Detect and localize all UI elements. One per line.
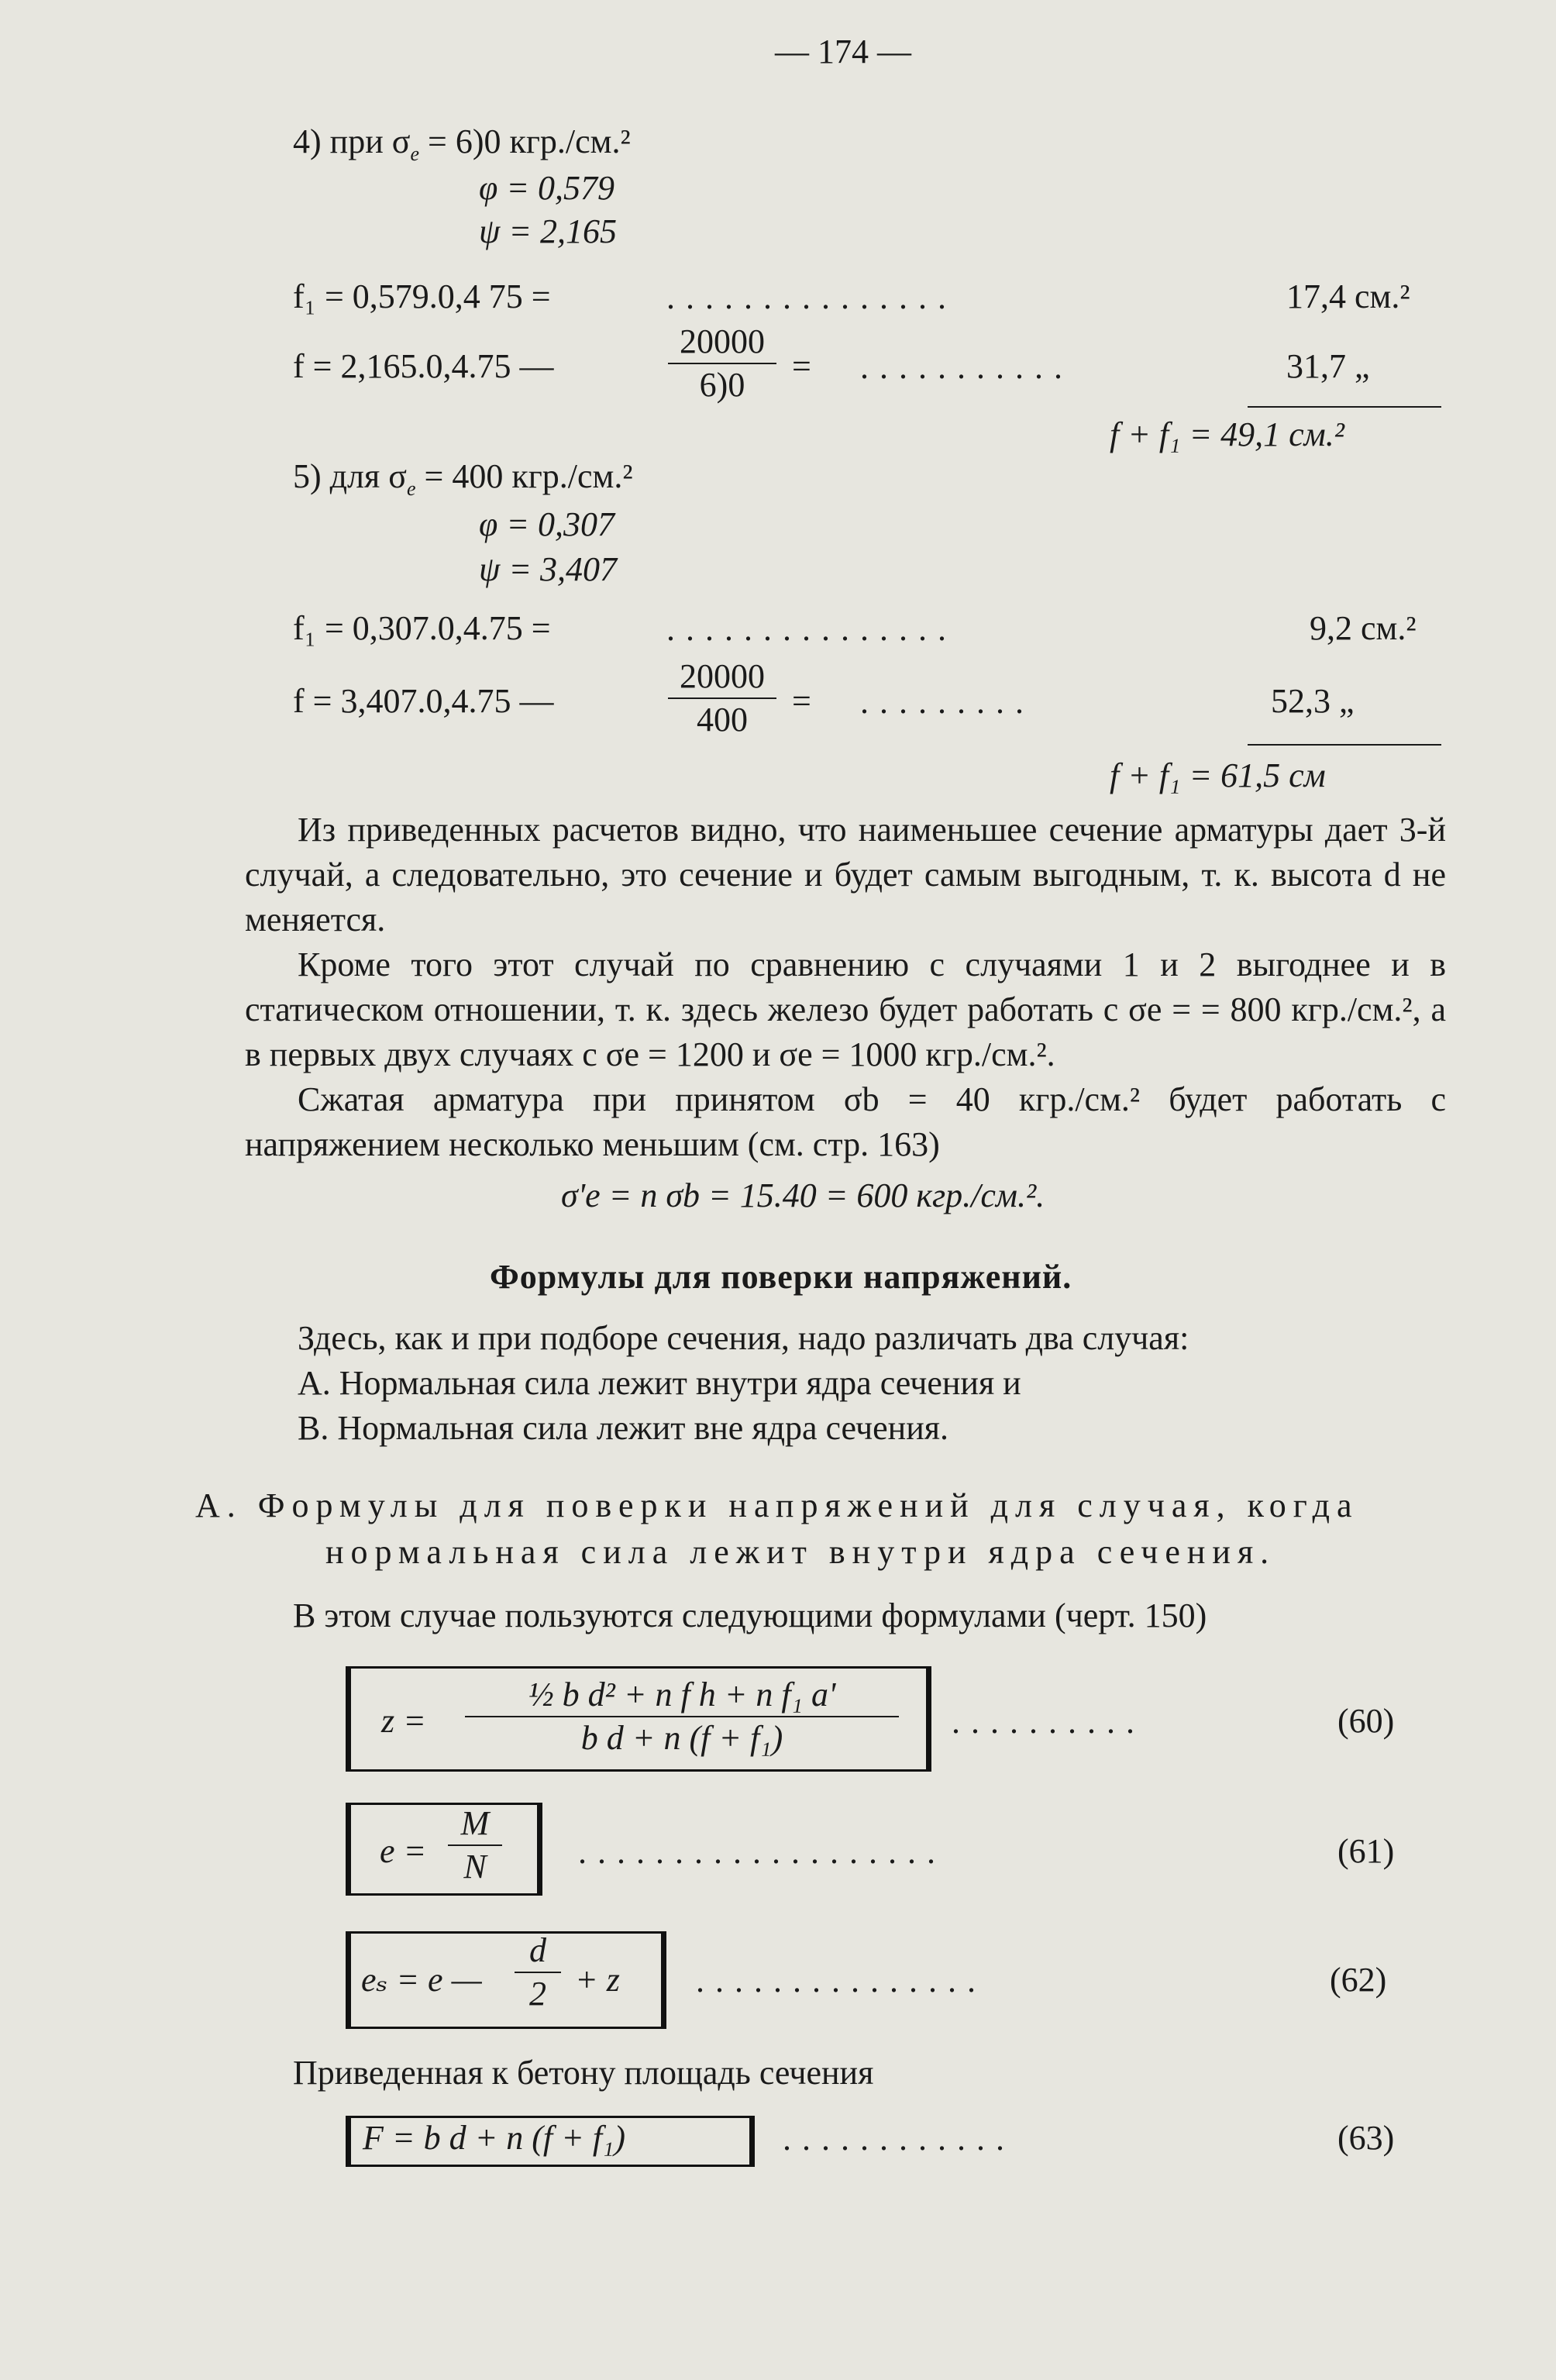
formula-62-num: d	[529, 1931, 546, 1969]
case5-header-label: 5) для σ	[293, 457, 407, 495]
leader-dots: .........	[860, 683, 1034, 721]
formula-62-tail: + z	[575, 1961, 620, 1999]
paragraph-3-text: Сжатая арматура при принятом σb = 40 кгр./см.² будет работать с напряжением несколько меньшим (см. стр. 163)	[245, 1080, 1446, 1163]
case5-f1-expr: f₁ = 0,307.0,4.75 =	[293, 609, 551, 647]
fraction-bar	[448, 1844, 502, 1846]
case4-fraction-num: 20000	[680, 322, 765, 360]
section-heading: Формулы для поверки напряжений.	[490, 1258, 1072, 1296]
fraction-bar	[668, 363, 776, 364]
fraction-bar	[668, 697, 776, 699]
formula-62-fraction	[515, 1933, 561, 2012]
case5-fraction	[668, 659, 776, 738]
sum-rule	[1248, 744, 1441, 746]
leader-dots: ...............	[666, 610, 957, 648]
case5-f1-value: 9,2 см.²	[1310, 609, 1417, 647]
page-number: — 174 —	[775, 33, 911, 71]
case4-fraction-den: 6)0	[699, 366, 745, 405]
case4-header-value: = 6)0 кгр./см.²	[419, 122, 631, 160]
case5-header-value: = 400 кгр./см.²	[415, 457, 633, 495]
case5-psi: ψ = 3,407	[479, 550, 618, 588]
formula-62-label: (62)	[1330, 1961, 1387, 1999]
sigma-equation: σ'e = n σb = 15.40 = 600 кгр./см.².	[561, 1176, 1045, 1214]
formula-60-lhs: z =	[381, 1702, 426, 1740]
case5-f-value: 52,3 „	[1271, 682, 1355, 720]
paragraph-1	[245, 808, 1446, 942]
case4-header-label: 4) при σ	[293, 122, 411, 160]
leader-dots: ...........	[860, 348, 1073, 386]
case5-fraction-num: 20000	[680, 657, 765, 695]
formula-61-num: M	[460, 1804, 490, 1842]
leader-dots: ...................	[578, 1833, 946, 1871]
fraction-bar	[465, 1716, 899, 1717]
paragraph-1-text: Из приведенных расчетов видно, что наименьшее сечение арматуры дает 3-й случай, а следовательно, это сечение и будет самым выгодным, т. к. высота d не меняется.	[245, 811, 1446, 939]
formula-60-num: ½ b d² + n f h + n f₁ a'	[528, 1676, 836, 1714]
case4-header	[293, 122, 631, 166]
case4-psi: ψ = 2,165	[479, 212, 618, 250]
case4-sum: f + f₁ = 49,1 см.²	[1110, 415, 1344, 453]
case5-sum: f + f₁ = 61,5 см	[1110, 756, 1326, 794]
formula-61-box	[346, 1803, 542, 1896]
formula-61-label: (61)	[1337, 1832, 1395, 1870]
paragraph-2	[245, 942, 1446, 1077]
formula-61-den: N	[463, 1848, 487, 1886]
paragraph-3	[245, 1077, 1446, 1167]
formula-60-fraction	[465, 1677, 899, 1756]
case4-f-eq: =	[792, 347, 811, 385]
formulas-intro: В этом случае пользуются следующими формулами (черт. 150)	[293, 1596, 1207, 1634]
case5-phi: φ = 0,307	[479, 505, 615, 543]
paragraph-2-text: Кроме того этот случай по сравнению с случаями 1 и 2 выгоднее и в статическом отношении, т. к. здесь железо будет работать с σe = = 800 кгр./см.², а в первых двух случаях с σe = 1200 и σe = 1000 кгр./см.².	[245, 945, 1446, 1073]
case4-f1-expr: f₁ = 0,579.0,4 75 =	[293, 277, 551, 315]
case5-fraction-den: 400	[697, 701, 748, 739]
case5-header	[293, 457, 633, 501]
leader-dots: ............	[783, 2120, 1015, 2158]
case4-fraction	[668, 324, 776, 403]
formula-60-den: b d + n (f + f₁)	[580, 1719, 783, 1758]
formula-61-fraction	[448, 1806, 502, 1885]
formula-63-expr: F = b d + n (f + f₁)	[363, 2119, 626, 2157]
formula-62-den: 2	[529, 1975, 546, 2013]
formula-62-lhs: eₛ = e —	[361, 1961, 482, 1999]
leader-dots: ...............	[666, 278, 957, 316]
formula-60-label: (60)	[1337, 1702, 1395, 1740]
formula-63-label: (63)	[1337, 2119, 1395, 2157]
case-a-line: А. Нормальная сила лежит внутри ядра сечения и	[298, 1364, 1021, 1402]
sum-rule	[1248, 406, 1441, 408]
case5-f-eq: =	[792, 682, 811, 720]
case4-f1-value: 17,4 см.²	[1286, 277, 1410, 315]
fraction-bar	[515, 1972, 561, 1973]
case4-f-value: 31,7 „	[1286, 347, 1370, 385]
area-intro: Приведенная к бетону площадь сечения	[293, 2054, 874, 2092]
case5-header-sub: e	[406, 477, 416, 500]
leader-dots: ...............	[696, 1962, 986, 1999]
case-b-line: В. Нормальная сила лежит вне ядра сечения.	[298, 1409, 948, 1447]
case4-f-expr: f = 2,165.0,4.75 —	[293, 347, 554, 385]
case5-f-expr: f = 3,407.0,4.75 —	[293, 682, 554, 720]
case4-header-sub: e	[410, 142, 420, 165]
intro-line: Здесь, как и при подборе сечения, надо различать два случая:	[298, 1319, 1189, 1357]
leader-dots: ..........	[952, 1703, 1145, 1741]
formula-61-lhs: e =	[380, 1832, 427, 1870]
case4-phi: φ = 0,579	[479, 169, 615, 207]
section-a-title-2: нормальная сила лежит внутри ядра сечения.	[325, 1533, 1276, 1571]
section-a-title-1: А. Формулы для поверки напряжений для случая, когда	[195, 1486, 1359, 1524]
